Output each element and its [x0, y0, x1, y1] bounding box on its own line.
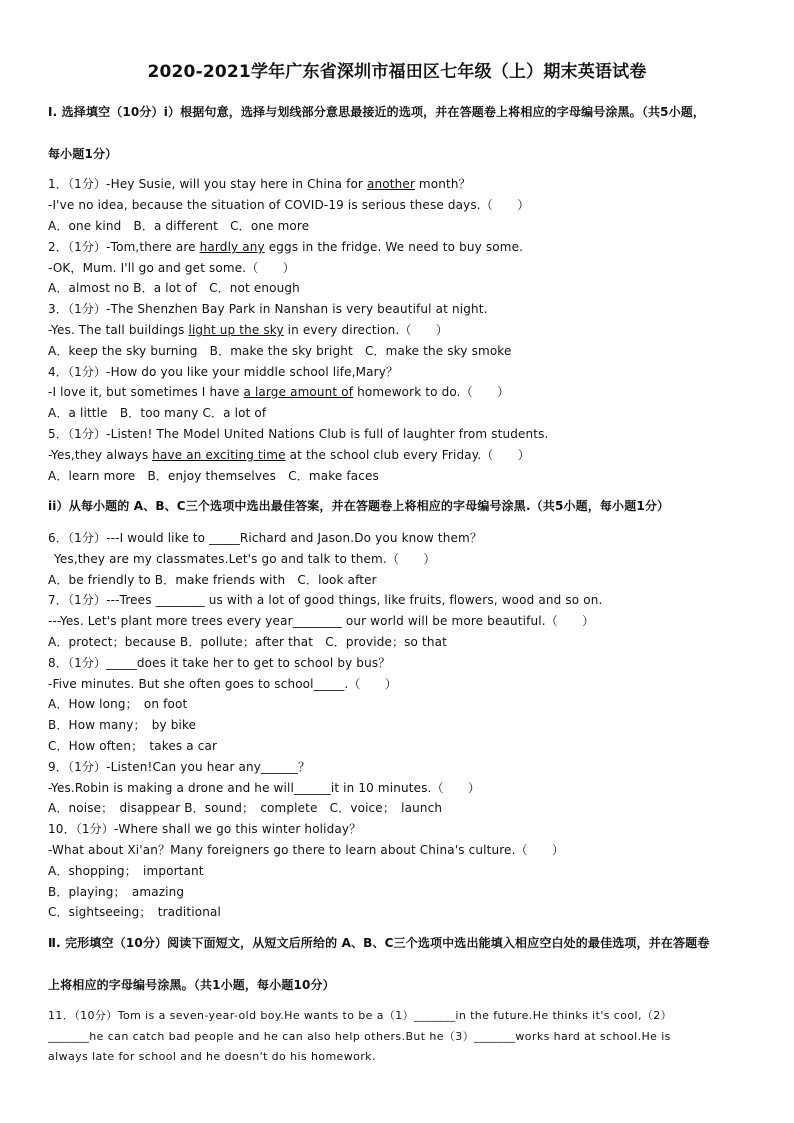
question-3: 3．（1分）-The Shenzhen Bay Park in Nanshan is very beautiful at night. — [48, 302, 488, 316]
question-7-reply: ---Yes. Let's plant more trees every year________ our world will be more beautiful.（ ） — [48, 614, 595, 628]
question-2: 2．（1分）-Tom,there are hardly any eggs in the fridge. We need to buy some. — [48, 240, 524, 254]
question-11-cont: _______he can catch bad people and he can also help others.But he（3）_______works hard at school.He is — [48, 1030, 671, 1043]
question-2-options: A．almost no B．a lot of C．not enough — [48, 281, 300, 295]
question-9-reply: -Yes.Robin is making a drone and he will______it in 10 minutes.（ ） — [48, 781, 481, 795]
question-8-reply: -Five minutes. But she often goes to school_____.（ ） — [48, 677, 397, 691]
question-7: 7．（1分）---Trees ________ us with a lot of good things, like fruits, flowers, wood and so on. — [48, 593, 603, 607]
question-9-options: A．noise； disappear B．sound； complete C．voice； launch — [48, 801, 443, 815]
question-10: 10．（1分）-Where shall we go this winter holiday？ — [48, 822, 362, 836]
question-8-option-a: A．How long； on foot — [48, 697, 188, 711]
question-4: 4．（1分）-How do you like your middle school life,Mary？ — [48, 365, 399, 379]
underlined-phrase: hardly any — [199, 240, 265, 254]
question-4-reply: -I love it, but sometimes I have a large amount of homework to do.（ ） — [48, 385, 510, 399]
question-10-reply: -What about Xi'an？Many foreigners go there to learn about China's culture.（ ） — [48, 843, 565, 857]
question-8: 8．（1分）_____does it take her to get to school by bus？ — [48, 656, 391, 670]
question-9: 9．（1分）-Listen!Can you hear any______？ — [48, 760, 311, 774]
section3-header-cont: 上将相应的字母编号涂黑。（共1小题，每小题10分） — [48, 978, 335, 992]
question-5-options: A．learn more B．enjoy themselves C．make faces — [48, 469, 379, 483]
question-4-options: A．a little B．too many C．a lot of — [48, 406, 267, 420]
question-6: 6．（1分）---I would like to _____Richard and Jason.Do you know them？ — [48, 531, 482, 545]
question-10-option-c: C．sightseeing； traditional — [48, 905, 221, 919]
underlined-phrase: have an exciting time — [152, 448, 286, 462]
underlined-phrase: a large amount of — [243, 385, 354, 399]
question-8-option-b: B．How many； by bike — [48, 718, 197, 732]
question-1-options: A．one kind B．a different C．one more — [48, 219, 310, 233]
question-5: 5．（1分）-Listen! The Model United Nations Club is full of laughter from students. — [48, 427, 549, 441]
section3-header: Ⅱ. 完形填空（10分）阅读下面短文，从短文后所给的 A、B、C三个选项中选出能填入相应空白处的最佳选项，并在答题卷 — [48, 936, 710, 950]
question-10-option-b: B．playing； amazing — [48, 885, 185, 899]
question-2-reply: -OK，Mum. I'll go and get some.（ ） — [48, 261, 295, 275]
underlined-phrase: another — [366, 177, 415, 191]
question-6-reply: Yes,they are my classmates.Let's go and talk to them.（ ） — [54, 552, 436, 566]
question-1: 1．（1分）-Hey Susie, will you stay here in China for another month？ — [48, 177, 471, 191]
section2-header: ii）从每小题的 A、B、C三个选项中选出最佳答案，并在答题卷上将相应的字母编号涂黑.（共5小题，每小题1分） — [48, 499, 670, 513]
question-6-options: A．be friendly to B．make friends with C．look after — [48, 573, 377, 587]
exam-title: 2020-2021学年广东省深圳市福田区七年级（上）期末英语试卷 — [147, 62, 647, 82]
section1-header-cont: 每小题1分） — [48, 147, 118, 161]
question-1-reply: -I've no idea, because the situation of COVID-19 is serious these days.（ ） — [48, 198, 530, 212]
question-11: 11．（10分）Tom is a seven-year-old boy.He wants to be a（1）_______in the future.He thinks it's cool,（2） — [48, 1009, 673, 1022]
section1-header: Ⅰ. 选择填空（10分）i）根据句意，选择与划线部分意思最接近的选项，并在答题卷上将相应的字母编号涂黑。（共5小题， — [48, 105, 706, 119]
question-5-reply: -Yes,they always have an exciting time at the school club every Friday.（ ） — [48, 448, 530, 462]
question-10-option-a: A．shopping； important — [48, 864, 204, 878]
question-7-options: A．protect；because B．pollute；after that C．provide；so that — [48, 635, 447, 649]
question-11-cont-2: always late for school and he doesn't do his homework. — [48, 1050, 376, 1063]
question-8-option-c: C．How often； takes a car — [48, 739, 218, 753]
underlined-phrase: light up the sky — [188, 323, 284, 337]
question-3-reply: -Yes. The tall buildings light up the sky in every direction.（ ） — [48, 323, 448, 337]
question-3-options: A．keep the sky burning B．make the sky bright C．make the sky smoke — [48, 344, 512, 358]
